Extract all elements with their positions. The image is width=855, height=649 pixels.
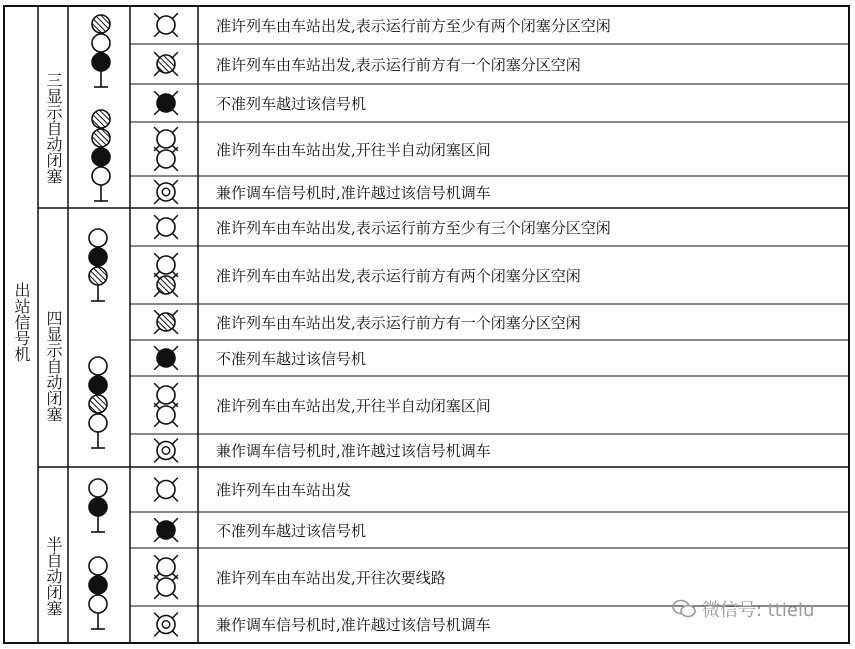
white-lamp-icon — [89, 479, 107, 497]
hatched-lamp-icon — [89, 395, 107, 413]
red-lamp-icon — [89, 576, 107, 594]
signal-aspect-icons — [154, 13, 178, 636]
group-label-three-aspect: 三显示自动闭塞 — [44, 72, 63, 184]
hatched-lamp-icon — [92, 129, 110, 147]
aspect-icon — [154, 383, 178, 427]
group-label-four-aspect: 四显示自动闭塞 — [44, 310, 63, 422]
signal-mast-three-a — [92, 15, 110, 87]
watermark-text: 微信号: ttielu — [702, 600, 815, 621]
white-lamp-icon — [89, 357, 107, 375]
row-description: 兼作调车信号机时,准许越过该信号机调车 — [216, 183, 491, 202]
aspect-icon — [154, 310, 178, 334]
aspect-icon — [154, 180, 178, 204]
red-lamp-icon — [89, 248, 107, 266]
aspect-icon — [154, 346, 178, 370]
white-lamp-icon — [157, 150, 175, 168]
red-lamp-icon — [89, 498, 107, 516]
row-description: 准许列车由车站出发,开往半自动闭塞区间 — [216, 140, 491, 159]
hatched-lamp-icon — [157, 55, 175, 73]
white-lamp-icon — [157, 386, 175, 404]
red-lamp-icon — [157, 521, 175, 539]
row-description: 准许列车由车站出发,表示运行前方至少有两个闭塞分区空闲 — [216, 16, 611, 35]
row-description: 准许列车由车站出发,开往半自动闭塞区间 — [216, 396, 491, 415]
hatched-lamp-icon — [92, 15, 110, 33]
row-description: 准许列车由车站出发 — [216, 481, 352, 499]
white-lamp-icon — [157, 16, 175, 34]
white-lamp-icon — [157, 578, 175, 596]
white-lamp-icon — [89, 557, 107, 575]
signal-mast-four-b — [89, 357, 107, 448]
aspect-icon — [154, 52, 178, 76]
red-lamp-icon — [157, 94, 175, 112]
row-description: 不准列车越过该信号机 — [216, 94, 367, 113]
row-description: 准许列车由车站出发,开往次要线路 — [216, 568, 446, 587]
aspect-icon — [154, 518, 178, 542]
hatched-lamp-icon — [92, 110, 110, 128]
row-description: 兼作调车信号机时,准许越过该信号机调车 — [216, 616, 491, 634]
aspect-icon — [154, 91, 178, 115]
signal-mast-semi-b — [89, 557, 107, 629]
signal-mast-semi-a — [89, 479, 107, 532]
red-lamp-icon — [92, 148, 110, 166]
white-lamp-icon — [157, 218, 175, 236]
hatched-lamp-icon — [157, 276, 175, 294]
aspect-icon — [154, 127, 178, 171]
signal-mast-four-a — [89, 229, 107, 301]
white-lamp-icon — [157, 558, 175, 576]
signal-mast-three-b — [92, 110, 110, 201]
white-lamp-icon — [89, 414, 107, 432]
white-lamp-icon — [89, 595, 107, 613]
aspect-icon — [154, 253, 178, 297]
aspect-icon — [154, 13, 178, 37]
signal-masts — [89, 15, 110, 629]
red-lamp-icon — [157, 349, 175, 367]
white-lamp-icon — [157, 256, 175, 274]
red-lamp-icon — [89, 376, 107, 394]
row-description: 准许列车由车站出发,表示运行前方有两个闭塞分区空闲 — [216, 266, 581, 285]
aspect-icon — [154, 478, 178, 502]
row-description: 准许列车由车站出发,表示运行前方有一个闭塞分区空闲 — [216, 55, 581, 74]
row-description: 准许列车由车站出发,表示运行前方有一个闭塞分区空闲 — [216, 313, 581, 332]
white-lamp-icon — [92, 34, 110, 52]
aspect-icon — [154, 215, 178, 239]
watermark — [672, 596, 814, 622]
group-label-semi-auto: 半自动闭塞 — [44, 536, 63, 616]
row-description: 不准列车越过该信号机 — [216, 349, 367, 368]
white-lamp-icon — [157, 130, 175, 148]
hatched-lamp-icon — [157, 313, 175, 331]
wechat-icon — [672, 599, 696, 619]
row-description: 兼作调车信号机时,准许越过该信号机调车 — [216, 442, 491, 460]
row-description: 准许列车由车站出发,表示运行前方至少有三个闭塞分区空闲 — [216, 218, 611, 237]
aspect-icon — [154, 613, 178, 637]
category-label: 出站信号机 — [12, 282, 31, 362]
hatched-lamp-icon — [89, 267, 107, 285]
aspect-icon — [154, 555, 178, 599]
white-lamp-icon — [92, 167, 110, 185]
aspect-icon — [154, 439, 178, 463]
white-lamp-icon — [157, 481, 175, 499]
white-lamp-icon — [157, 406, 175, 424]
row-description: 不准列车越过该信号机 — [216, 521, 367, 540]
white-lamp-icon — [89, 229, 107, 247]
red-lamp-icon — [92, 53, 110, 71]
